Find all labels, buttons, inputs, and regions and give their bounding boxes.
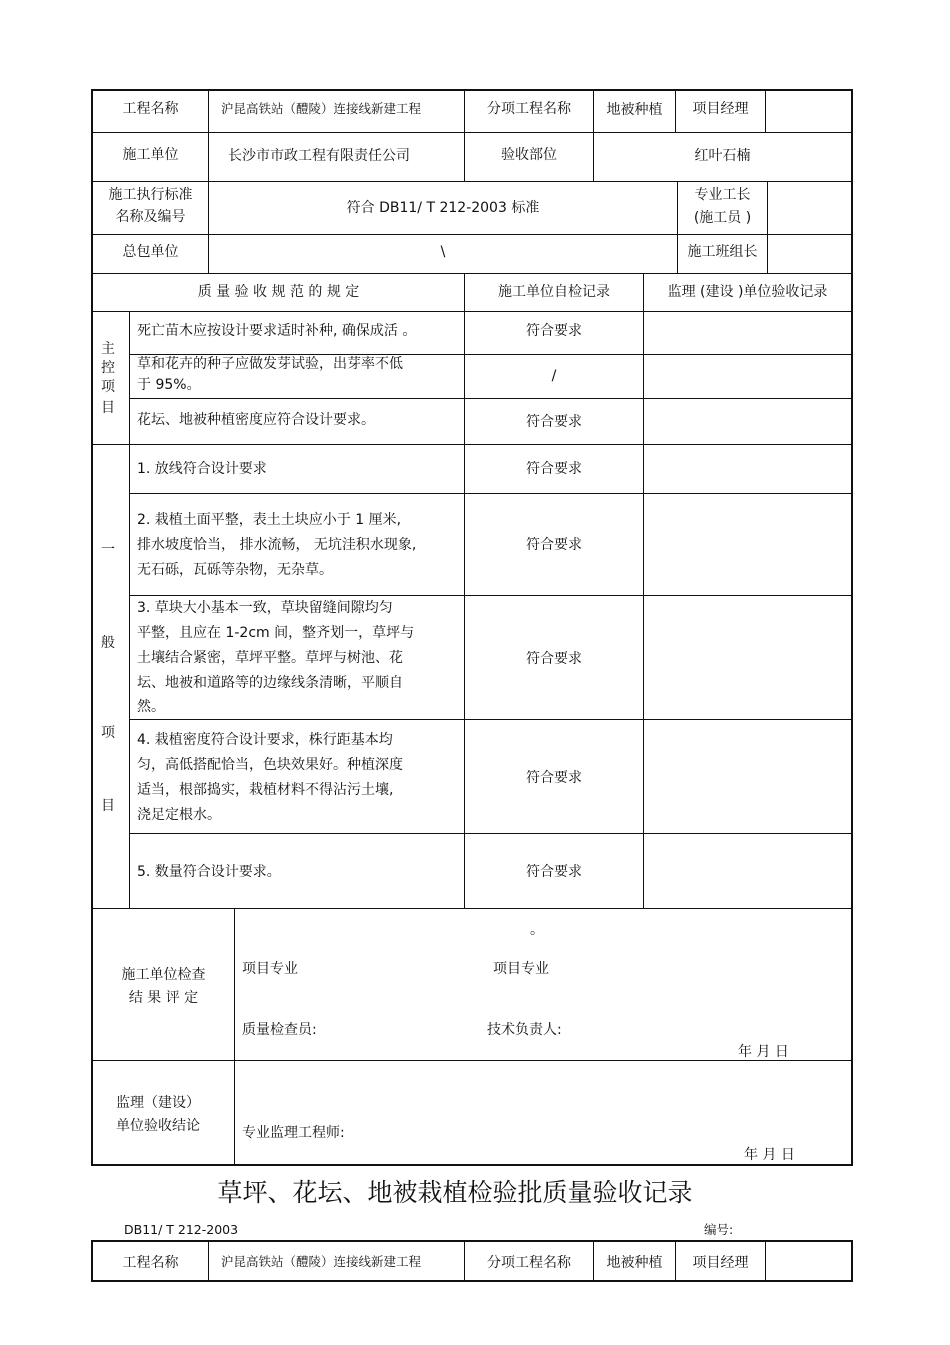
general-item-line: 4. 栽植密度符合设计要求，株行距基本均 bbox=[137, 732, 393, 748]
general-group-char: 目 bbox=[101, 798, 115, 814]
sub-project-value: 地被种植 bbox=[606, 102, 663, 118]
standard-code: DB11/ T 212-2003 bbox=[124, 1222, 239, 1237]
supervision-engineer-label: 专业监理工程师: bbox=[242, 1125, 345, 1141]
sub-project-value: 地被种植 bbox=[606, 1255, 663, 1271]
project-name-value: 沪昆高铁站（醴陵）连接线新建工程 bbox=[221, 101, 422, 116]
general-item-result: 符合要求 bbox=[526, 651, 582, 667]
main-item-result: 符合要求 bbox=[526, 323, 582, 339]
supervision-header: 监理 (建设 )单位验收记录 bbox=[667, 284, 828, 300]
main-item-text: 草和花卉的种子应做发芽试验，出芽率不低 bbox=[137, 356, 403, 372]
team-leader-label: 施工班组长 bbox=[687, 244, 758, 260]
supervision-label-line2: 单位验收结论 bbox=[116, 1118, 200, 1134]
main-group-char: 目 bbox=[101, 400, 115, 416]
project-name-label: 工程名称 bbox=[122, 1255, 179, 1271]
general-item-result: 符合要求 bbox=[526, 770, 582, 786]
project-name-label: 工程名称 bbox=[122, 101, 179, 117]
standard-label-line2: 名称及编号 bbox=[115, 209, 186, 225]
general-item-line: 2. 栽植土面平整，表土土块应小于 1 厘米, bbox=[137, 512, 402, 528]
number-label: 编号: bbox=[704, 1222, 734, 1237]
project-manager-label: 项目经理 bbox=[692, 1255, 749, 1271]
main-item-text: 死亡苗木应按设计要求适时补种, 确保成活 。 bbox=[137, 323, 417, 339]
project-specialty-right: 项目专业 bbox=[493, 961, 549, 977]
general-item-line: 土壤结合紧密，草坪平整。草坪与树池、花 bbox=[137, 650, 403, 666]
supervision-date: 年 月 日 bbox=[744, 1147, 795, 1163]
general-item-line: 5. 数量符合设计要求。 bbox=[137, 864, 281, 880]
general-group-char: 项 bbox=[101, 725, 115, 741]
page-title: 草坪、花坛、地被栽植检验批质量验收记录 bbox=[217, 1178, 693, 1207]
foreman-label-line1: 专业工长 bbox=[694, 187, 751, 203]
sub-project-label: 分项工程名称 bbox=[487, 101, 571, 117]
general-item-result: 符合要求 bbox=[526, 864, 582, 880]
quality-inspector-label: 质量检查员: bbox=[242, 1022, 317, 1038]
project-name-value: 沪昆高铁站（醴陵）连接线新建工程 bbox=[221, 1254, 422, 1269]
general-item-line: 平整，且应在 1-2cm 间，整齐划一，草坪与 bbox=[137, 625, 415, 641]
evaluation-label-line1: 施工单位检查 bbox=[121, 967, 206, 983]
main-group-char: 控 bbox=[101, 360, 115, 376]
evaluation-label-line2: 结 果 评 定 bbox=[128, 990, 199, 1006]
standard-label-line1: 施工执行标准 bbox=[108, 187, 193, 203]
general-item-line: 浇足定根水。 bbox=[137, 807, 221, 823]
general-item-line: 匀，高低搭配恰当，色块效果好。种植深度 bbox=[137, 757, 403, 773]
standard-value: 符合 DB11/ T 212-2003 标准 bbox=[346, 200, 540, 216]
general-item-line: 3. 草块大小基本一致，草块留缝间隙均匀 bbox=[137, 600, 393, 616]
technical-lead-label: 技术负责人: bbox=[487, 1022, 562, 1038]
main-item-text: 花坛、地被种植密度应符合设计要求。 bbox=[137, 412, 375, 428]
general-item-line: 排水坡度恰当， 排水流畅， 无坑洼积水现象, bbox=[137, 537, 417, 553]
self-check-header: 施工单位自检记录 bbox=[498, 284, 610, 300]
general-item-result: 符合要求 bbox=[526, 537, 582, 553]
general-item-line: 然。 bbox=[137, 699, 165, 715]
general-group-char: 一 bbox=[101, 542, 115, 558]
main-group-char: 主 bbox=[101, 341, 115, 357]
project-specialty-left: 项目专业 bbox=[242, 961, 298, 977]
main-item-text: 于 95%。 bbox=[137, 377, 201, 393]
general-group-char: 般 bbox=[101, 635, 115, 651]
contractor-value: 长沙市市政工程有限责任公司 bbox=[228, 148, 410, 164]
evaluation-dot: 。 bbox=[530, 922, 544, 938]
general-contractor-label: 总包单位 bbox=[122, 244, 179, 260]
contractor-label: 施工单位 bbox=[122, 147, 179, 163]
main-item-result: 符合要求 bbox=[526, 414, 582, 430]
general-item-line: 适当，根部捣实，栽植材料不得沾污土壤, bbox=[137, 782, 394, 798]
foreman-label-line2: (施工员 ) bbox=[693, 210, 752, 226]
sub-project-label: 分项工程名称 bbox=[487, 1255, 571, 1271]
general-item-line: 1. 放线符合设计要求 bbox=[137, 461, 267, 477]
general-item-line: 无石砾，瓦砾等杂物，无杂草。 bbox=[137, 562, 333, 578]
evaluation-date: 年 月 日 bbox=[738, 1044, 789, 1060]
spec-header: 质 量 验 收 规 范 的 规 定 bbox=[197, 284, 360, 300]
supervision-label-line1: 监理（建设） bbox=[116, 1095, 200, 1111]
general-contractor-value: \ bbox=[440, 244, 446, 260]
acceptance-part-label: 验收部位 bbox=[501, 147, 557, 163]
general-item-line: 坛、地被和道路等的边缘线条清晰，平顺自 bbox=[137, 675, 403, 691]
acceptance-part-value: 红叶石楠 bbox=[694, 148, 751, 164]
general-item-result: 符合要求 bbox=[526, 461, 582, 477]
main-group-char: 项 bbox=[101, 379, 115, 395]
main-item-result: / bbox=[551, 368, 557, 384]
project-manager-label: 项目经理 bbox=[692, 101, 749, 117]
